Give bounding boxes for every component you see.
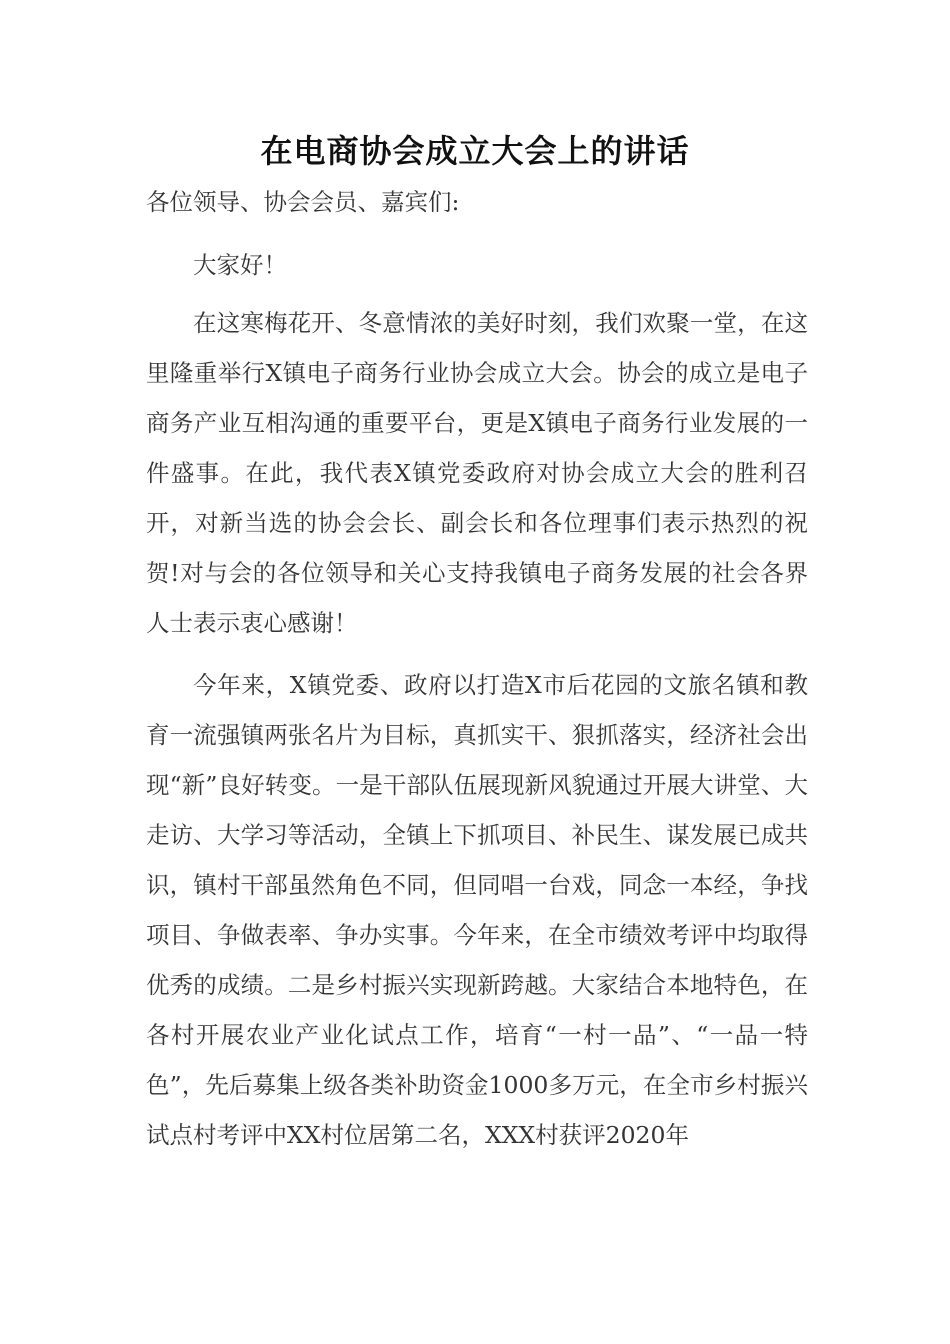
paragraph-progress: 今年来，X镇党委、政府以打造X市后花园的文旅名镇和教育一流强镇两张名片为目标，真抓实干、狠抓落实，经济社会出现“新”良好转变。一是干部队伍展现新风貌通过开展大讲堂、大走访、大学习等活动，全镇上下抓项目、补民生、谋发展已成共识，镇村干部虽然角色不同，但同唱一台戏，同念一本经，争找项目、争做表率、争办实事。今年来，在全市绩效考评中均取得优秀的成绩。二是乡村振兴实现新跨越。大家结合本地特色，在各村开展农业产业化试点工作，培育“一村一品”、“一品一特色”，先后募集上级各类补助资金1000多万元，在全市乡村振兴试点村考评中XX村位居第二名，XXX村获评2020年 (146, 671, 808, 1149)
paragraph-intro: 在这寒梅花开、冬意情浓的美好时刻，我们欢聚一堂，在这里隆重举行X镇电子商务行业协会成立大会。协会的成立是电子商务产业互相沟通的重要平台，更是X镇电子商务行业发展的一件盛事。在此，我代表X镇党委政府对协会成立大会的胜利召开，对新当选的协会会长、副会长和各位理事们表示热烈的祝贺!对与会的各位领导和关心支持我镇电子商务发展的社会各界人士表示衷心感谢！ (146, 309, 808, 637)
paragraph-greeting: 大家好！ (193, 251, 287, 279)
document-title: 在电商协会成立大会上的讲话 (260, 132, 690, 170)
salutation: 各位领导、协会会员、嘉宾们: (146, 188, 460, 216)
